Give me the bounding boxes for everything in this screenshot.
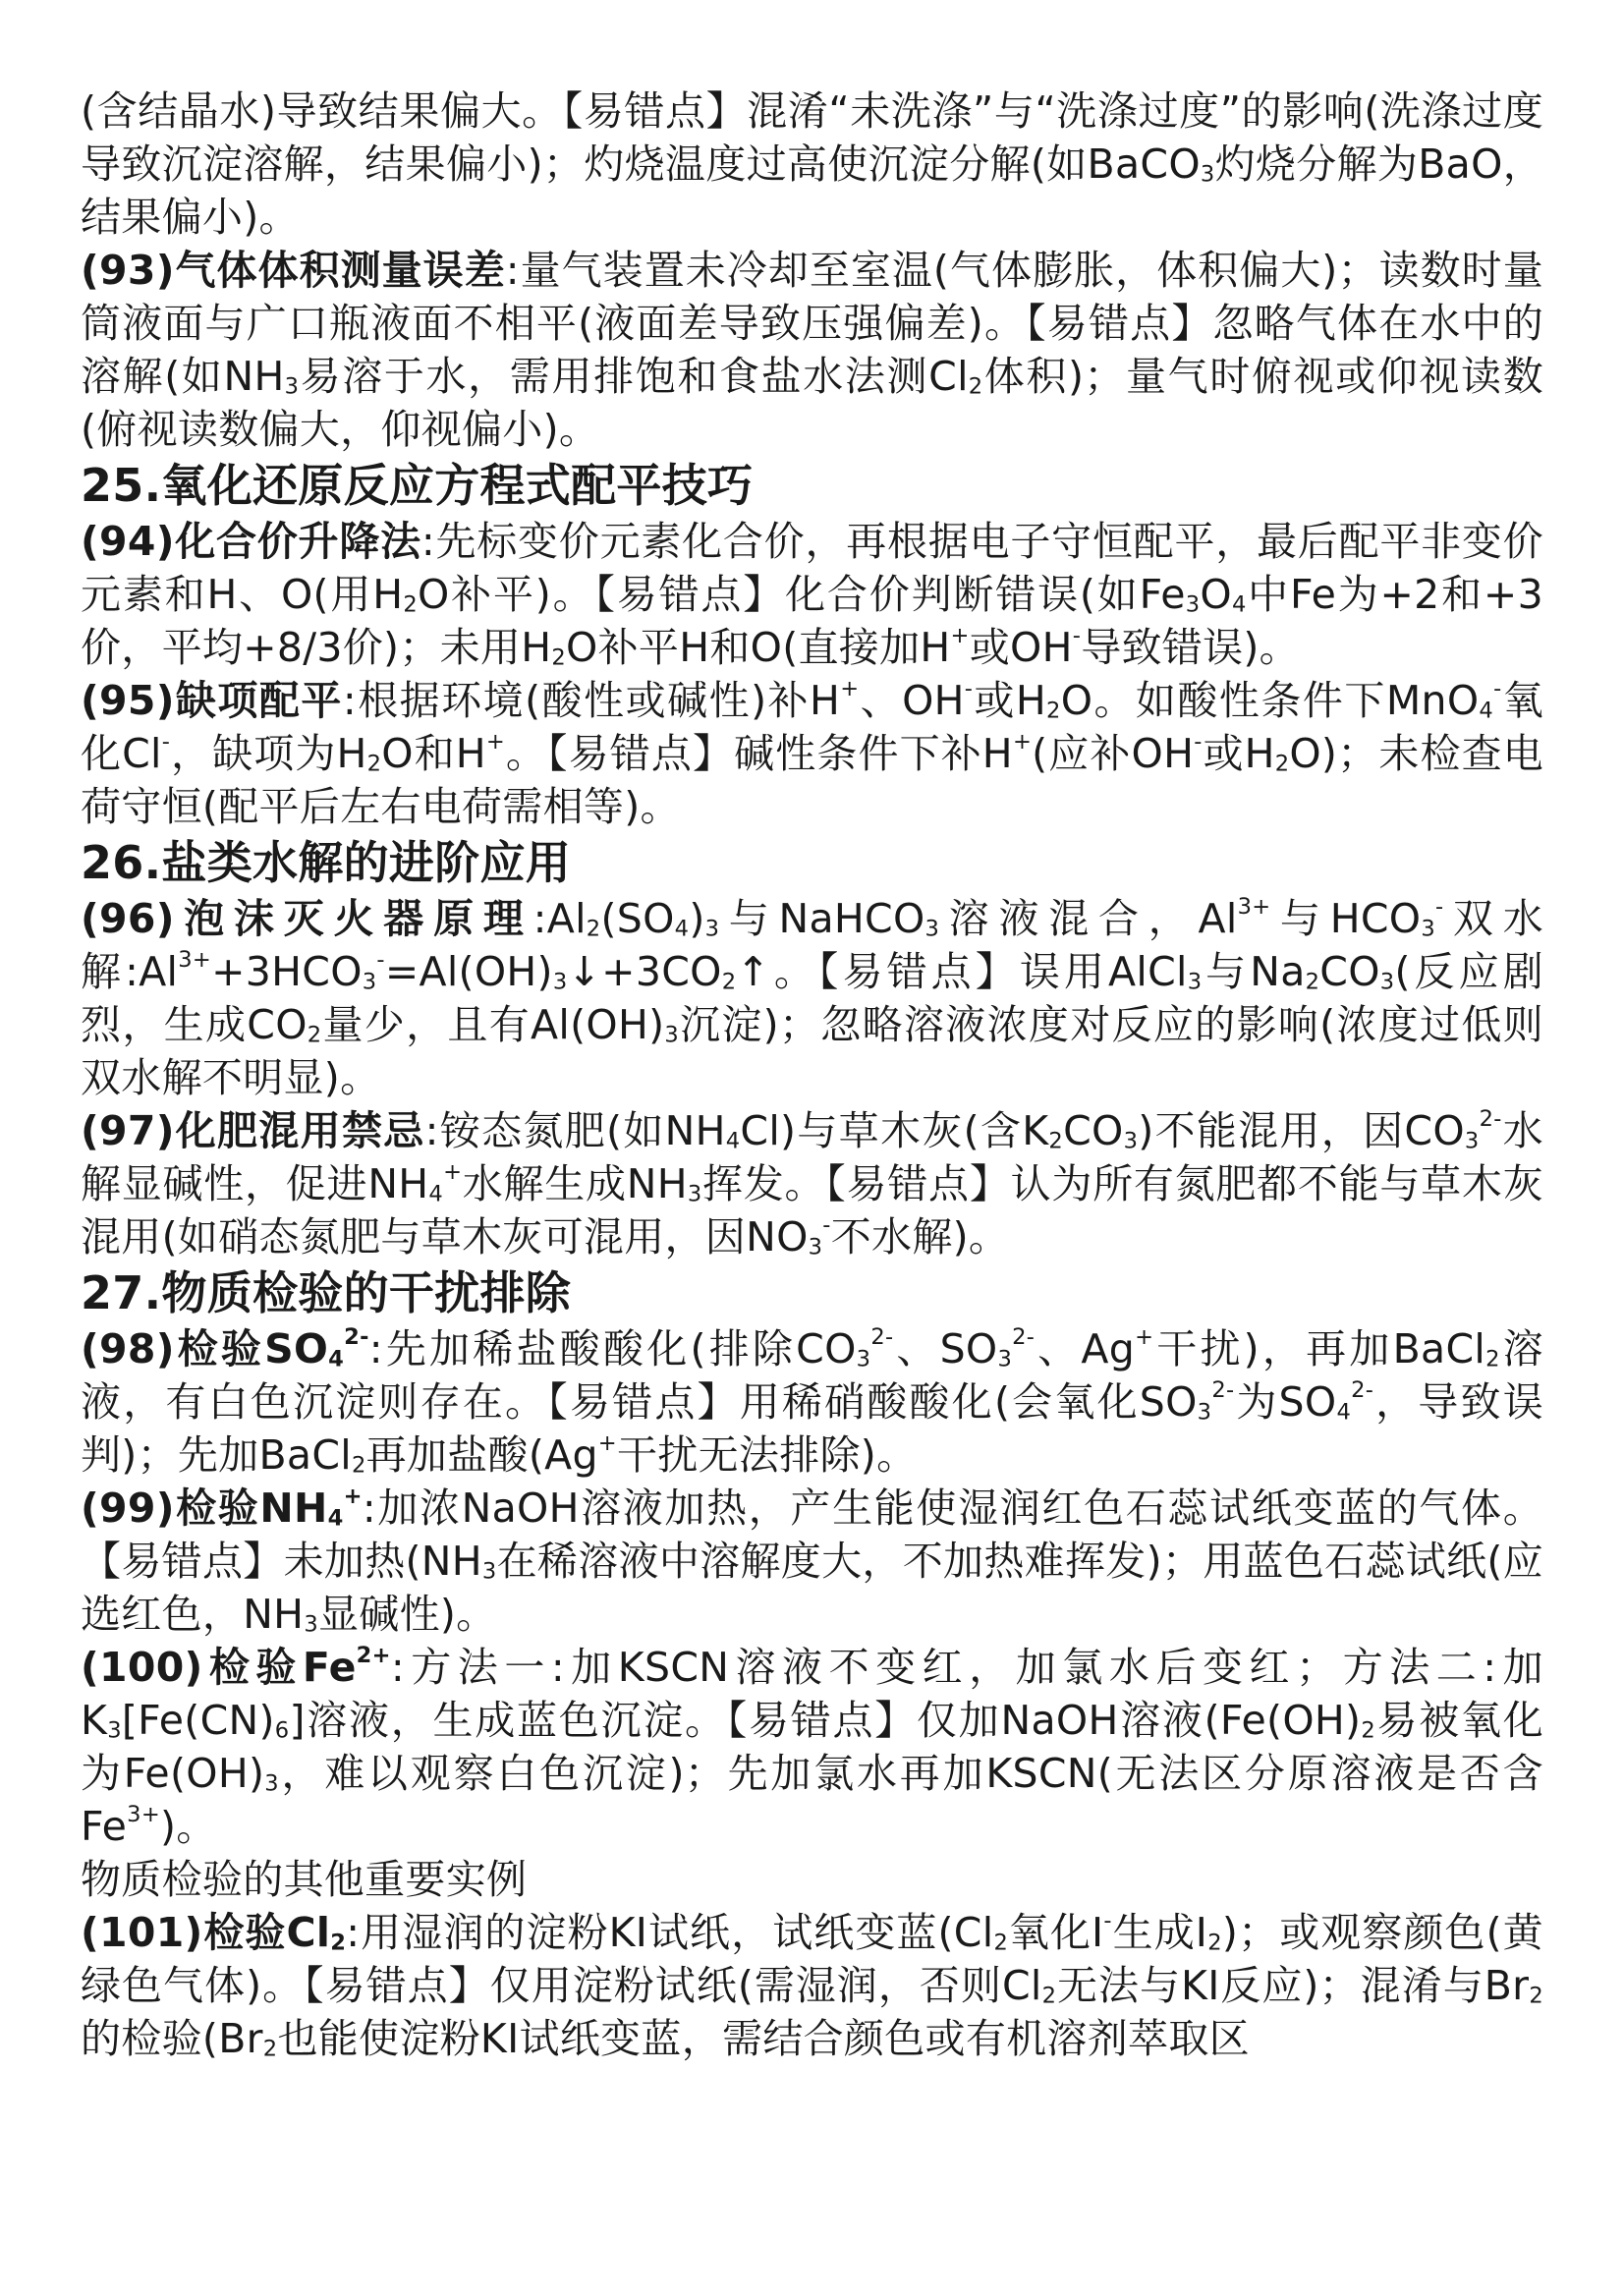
intro-paragraph: (含结晶水)导致结果偏大。【易错点】混淆“未洗涤”与“洗涤过度”的影响(洗涤过度导致沉淀溶解，结果偏小)；灼烧温度过高使沉淀分解(如BaCO$_3$灼烧分解为BaO，结果偏小)。 bbox=[81, 87, 1543, 241]
item-96 bbox=[81, 892, 1543, 1104]
item-101 bbox=[81, 1906, 1543, 2065]
section-heading-26: 26.盐类水解的进阶应用 bbox=[81, 836, 572, 889]
item-95 bbox=[81, 674, 1543, 833]
item-label: (94)化合价升降法 bbox=[81, 518, 421, 565]
item-label: (100)检验$Fe^{2+}$ bbox=[81, 1642, 391, 1691]
section-heading-27: 27.物质检验的干扰排除 bbox=[81, 1266, 572, 1319]
item-label: (96)泡沫灭火器原理 bbox=[81, 895, 533, 942]
item-label: (95)缺项配平 bbox=[81, 677, 343, 724]
item-body: :方法一:加KSCN溶液不变红，加氯水后变红；方法二:加$K_3[Fe(CN)_6]$溶液，生成蓝色沉淀。【易错点】仅加NaOH溶液($Fe(OH)_2$易被氧化为$Fe(OH)_3$，难以观察白色沉淀)；先加氯水再加KSCN(无法区分原溶液是否含$Fe^{3+}$)。 bbox=[81, 1644, 1543, 1850]
item-body: :根据环境(酸性或碱性)补H+、OH-或$H_2O$。如酸性条件下MnO$_4$-氧化Cl-，缺项为$H_2O$和H+。【易错点】碱性条件下补H+(应补OH-或$H_2O$)；未检查电荷守恒(配平后左右电荷需相等)。 bbox=[81, 675, 1543, 830]
subheading-text: 物质检验的其他重要实例 bbox=[81, 1856, 528, 1903]
section-heading-25: 25.氧化还原反应方程式配平技巧 bbox=[81, 459, 754, 512]
item-label: (101)检验$Cl_2$ bbox=[81, 1909, 347, 1956]
item-body: :先加稀盐酸酸化(排除$CO_3^{2-}$、$SO_3^{2-}$、Ag+干扰)，再加BaCl$_2$溶液，有白色沉淀则存在。【易错点】用稀硝酸酸化(会氧化$SO_3^{2-}$为$SO_4^{2-}$，导致误判)；先加BaCl$_2$再加盐酸(Ag+干扰无法排除)。 bbox=[81, 1323, 1543, 1479]
item-body: :量气装置未冷却至室温(气体膨胀，体积偏大)；读数时量筒液面与广口瓶液面不相平(液面差导致压强偏差)。【易错点】忽略气体在水中的溶解(如$NH_3$易溶于水，需用排饱和食盐水法测$Cl_2$体积)；量气时俯视或仰视读数(俯视读数偏大，仰视偏小)。 bbox=[81, 247, 1543, 453]
item-label: (99)检验$NH_4^+$ bbox=[81, 1483, 363, 1532]
item-93 bbox=[81, 244, 1543, 456]
item-97 bbox=[81, 1104, 1543, 1263]
item-body: :先标变价元素化合价，再根据电子守恒配平，最后配平非变价元素和H、O(用$H_2O$补平)。【易错点】化合价判断错误(如$Fe_3O_4$中Fe为+2和+3价，平均+8/3价)；未用$H_2O$补平H和O(直接加H+或OH-导致错误)。 bbox=[81, 518, 1543, 671]
item-94 bbox=[81, 515, 1543, 674]
item-label: (97)化肥混用禁忌 bbox=[81, 1107, 425, 1154]
item-100 bbox=[81, 1641, 1543, 1853]
item-98 bbox=[81, 1322, 1543, 1482]
item-body: $:Al_2(SO_4)_3$与NaHCO$_3$溶液混合，$Al^{3+}$与$HCO_3^-$双水解$:Al^{3+}+3HCO_3^-=Al(OH)_3↓+3CO_2↑$。【易错点】误用AlCl$_3$与$Na_2CO_3$(反应剧烈，生成$CO_2$量少，且有$Al(OH)_3$沉淀)；忽略溶液浓度对反应的影响(浓度过低则双水解不明显)。 bbox=[81, 893, 1543, 1101]
item-99 bbox=[81, 1482, 1543, 1641]
item-body: :用湿润的淀粉KI试纸，试纸变蓝($Cl_2$氧化I-生成$I_2$)；或观察颜色(黄绿色气体)。【易错点】仅用淀粉试纸(需湿润，否则$Cl_2$无法与KI反应)；混淆与$Br_2$的检验($Br_2$也能使淀粉KI试纸变蓝，需结合颜色或有机溶剂萃取区 bbox=[81, 1907, 1543, 2062]
item-label: (93)气体体积测量误差 bbox=[81, 247, 506, 294]
item-body: :加浓NaOH溶液加热，产生能使湿润红色石蕊试纸变蓝的气体。【易错点】未加热($NH_3$在稀溶液中溶解度大，不加热难挥发)；用蓝色石蕊试纸(应选红色，$NH_3$显碱性)。 bbox=[81, 1484, 1543, 1638]
item-body: :铵态氮肥(如$NH_4Cl$)与草木灰(含$K_2CO_3$)不能混用，因$CO_3^{2-}$水解显碱性，促进$NH_4^+$水解生成$NH_3$挥发。【易错点】认为所有氮肥都不能与草木灰混用(如硝态氮肥与草木灰可混用，因$NO_3^-$不水解)。 bbox=[81, 1105, 1543, 1260]
item-label: (98)检验$SO_4^{2-}$ bbox=[81, 1323, 369, 1372]
